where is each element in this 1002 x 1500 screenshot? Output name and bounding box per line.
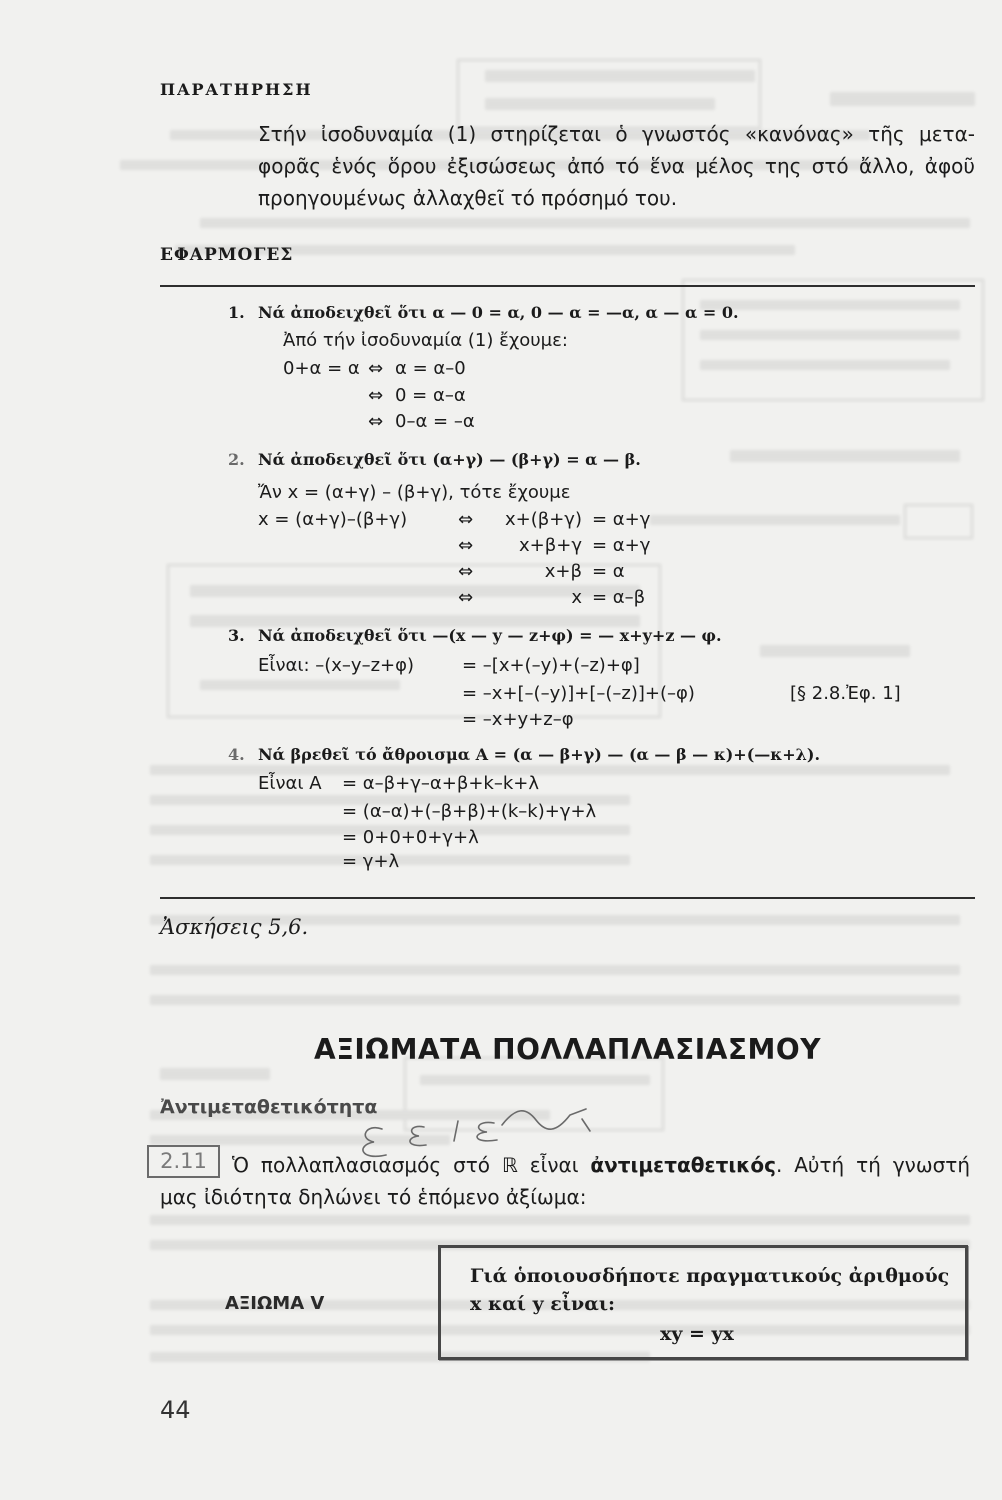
equation-left: 0+α = α (283, 358, 360, 379)
equation-right: 0 = α–α (395, 385, 466, 406)
equivalence-symbol: ⇔ (458, 587, 474, 608)
application-intro: Ἄν x = (α+γ) – (β+γ), τότε ἔχουμε (258, 482, 571, 503)
equation-left: Εἶναι Α (258, 773, 322, 794)
equation-left: x = (α+γ)–(β+γ) (258, 509, 408, 530)
applications-heading: ΕΦΑΡΜΟΓΕΣ (160, 245, 294, 265)
axiom-intro-line: μας ἰδιότητα δηλώνει τό ἑπόμενο ἀξίωμα: (160, 1185, 587, 1209)
equation-right: 0–α = –α (395, 411, 475, 432)
equation-right: = –[x+(–y)+(–z)+φ] (462, 655, 640, 676)
application-statement: Νά ἀποδειχθεῖ ὅτι α — 0 = α, 0 — α = —α, α — α = 0. (258, 303, 739, 322)
equivalence-symbol: ⇔ (368, 358, 384, 379)
equation-left: Εἶναι: –(x–y–z+φ) (258, 655, 415, 676)
section-divider (160, 897, 975, 899)
remark-line: προηγουμένως ἀλλαχθεῖ τό πρόσημό του. (258, 186, 678, 210)
application-statement: Νά βρεθεῖ τό ἄθροισμα Α = (α — β+γ) — (α — β — κ)+(—κ+λ). (258, 745, 821, 764)
application-number: 1. (228, 303, 245, 322)
axiom-intro-text: . Αὐτή τή γνωστή (775, 1153, 970, 1177)
equivalence-symbol: ⇔ (368, 385, 384, 406)
axiom-intro-emphasis: ἀντιμεταθετικός (590, 1153, 776, 1177)
equation-right: = α–β+γ–α+β+k–k+λ (342, 773, 539, 794)
axiom-formula: xy = yx (660, 1323, 734, 1345)
equation-rhs: = α+γ (592, 509, 651, 530)
axiom-intro-line (232, 1152, 970, 1178)
paragraph-number-box (147, 1145, 220, 1178)
equation-right: = –x+[–(–y)]+[–(–z)]+(–φ) (462, 683, 695, 704)
paragraph-number: 2.11 (160, 1149, 207, 1173)
equation-lhs: x+β+γ (519, 535, 582, 556)
section-divider (160, 285, 975, 287)
equation-right: = –x+y+z–φ (462, 709, 574, 730)
equation-right: α = α–0 (395, 358, 466, 379)
equivalence-symbol: ⇔ (458, 509, 474, 530)
equation-right: = 0+0+0+γ+λ (342, 827, 479, 848)
axiom-intro-text: Ὁ πολλαπλασιασμός στό ℝ εἶναι (232, 1153, 591, 1177)
equation-lhs: x+(β+γ) (504, 509, 582, 530)
application-statement: Νά ἀποδειχθεῖ ὅτι (α+γ) — (β+γ) = α — β. (258, 450, 641, 469)
remark-line: φορᾶς ἑνός ὅρου ἐξισώσεως ἀπό τό ἕνα μέλος της στό ἄλλο, ἀφοῦ (258, 154, 975, 178)
remark-heading: ΠΑΡΑΤΗΡΗΣΗ (160, 80, 313, 99)
section-title: ΑΞΙΩΜΑΤΑ ΠΟΛΛΑΠΛΑΣΙΑΣΜΟΥ (314, 1033, 821, 1066)
section-subtitle: Ἀντιμεταθετικότητα (160, 1096, 378, 1118)
axiom-text: Γιά ὁποιουσδήποτε πραγματικούς ἀριθμούς (470, 1265, 950, 1287)
axiom-text: x καί y εἶναι: (470, 1293, 616, 1315)
equivalence-symbol: ⇔ (458, 561, 474, 582)
equation-lhs: x+β (544, 561, 582, 582)
equation-lhs: x (571, 587, 582, 608)
exercises-reference: Ἀσκήσεις 5,6. (160, 915, 309, 939)
equivalence-symbol: ⇔ (368, 411, 384, 432)
reference-note: [§ 2.8.Ἐφ. 1] (790, 683, 901, 704)
application-statement: Νά ἀποδειχθεῖ ὅτι —(x — y — z+φ) = — x+y+z — φ. (258, 626, 722, 645)
equation-rhs: = α+γ (592, 535, 651, 556)
equation-rhs: = α–β (592, 587, 646, 608)
application-intro: Ἀπό τήν ἰσοδυναμία (1) ἔχουμε: (283, 330, 568, 351)
equivalence-symbol: ⇔ (458, 535, 474, 556)
equation-right: = (α–α)+(–β+β)+(k–k)+γ+λ (342, 801, 597, 822)
application-number: 3. (228, 626, 245, 645)
application-number: 4. (228, 745, 245, 764)
equation-rhs: = α (592, 561, 625, 582)
equation-right: = γ+λ (342, 851, 400, 872)
application-number: 2. (228, 450, 245, 469)
axiom-label: ΑΞΙΩΜΑ V (225, 1293, 325, 1314)
page-number: 44 (160, 1396, 191, 1424)
remark-line: Στήν ἰσοδυναμία (1) στηρίζεται ὁ γνωστός «κανόνας» τῆς μετα- (258, 122, 975, 146)
